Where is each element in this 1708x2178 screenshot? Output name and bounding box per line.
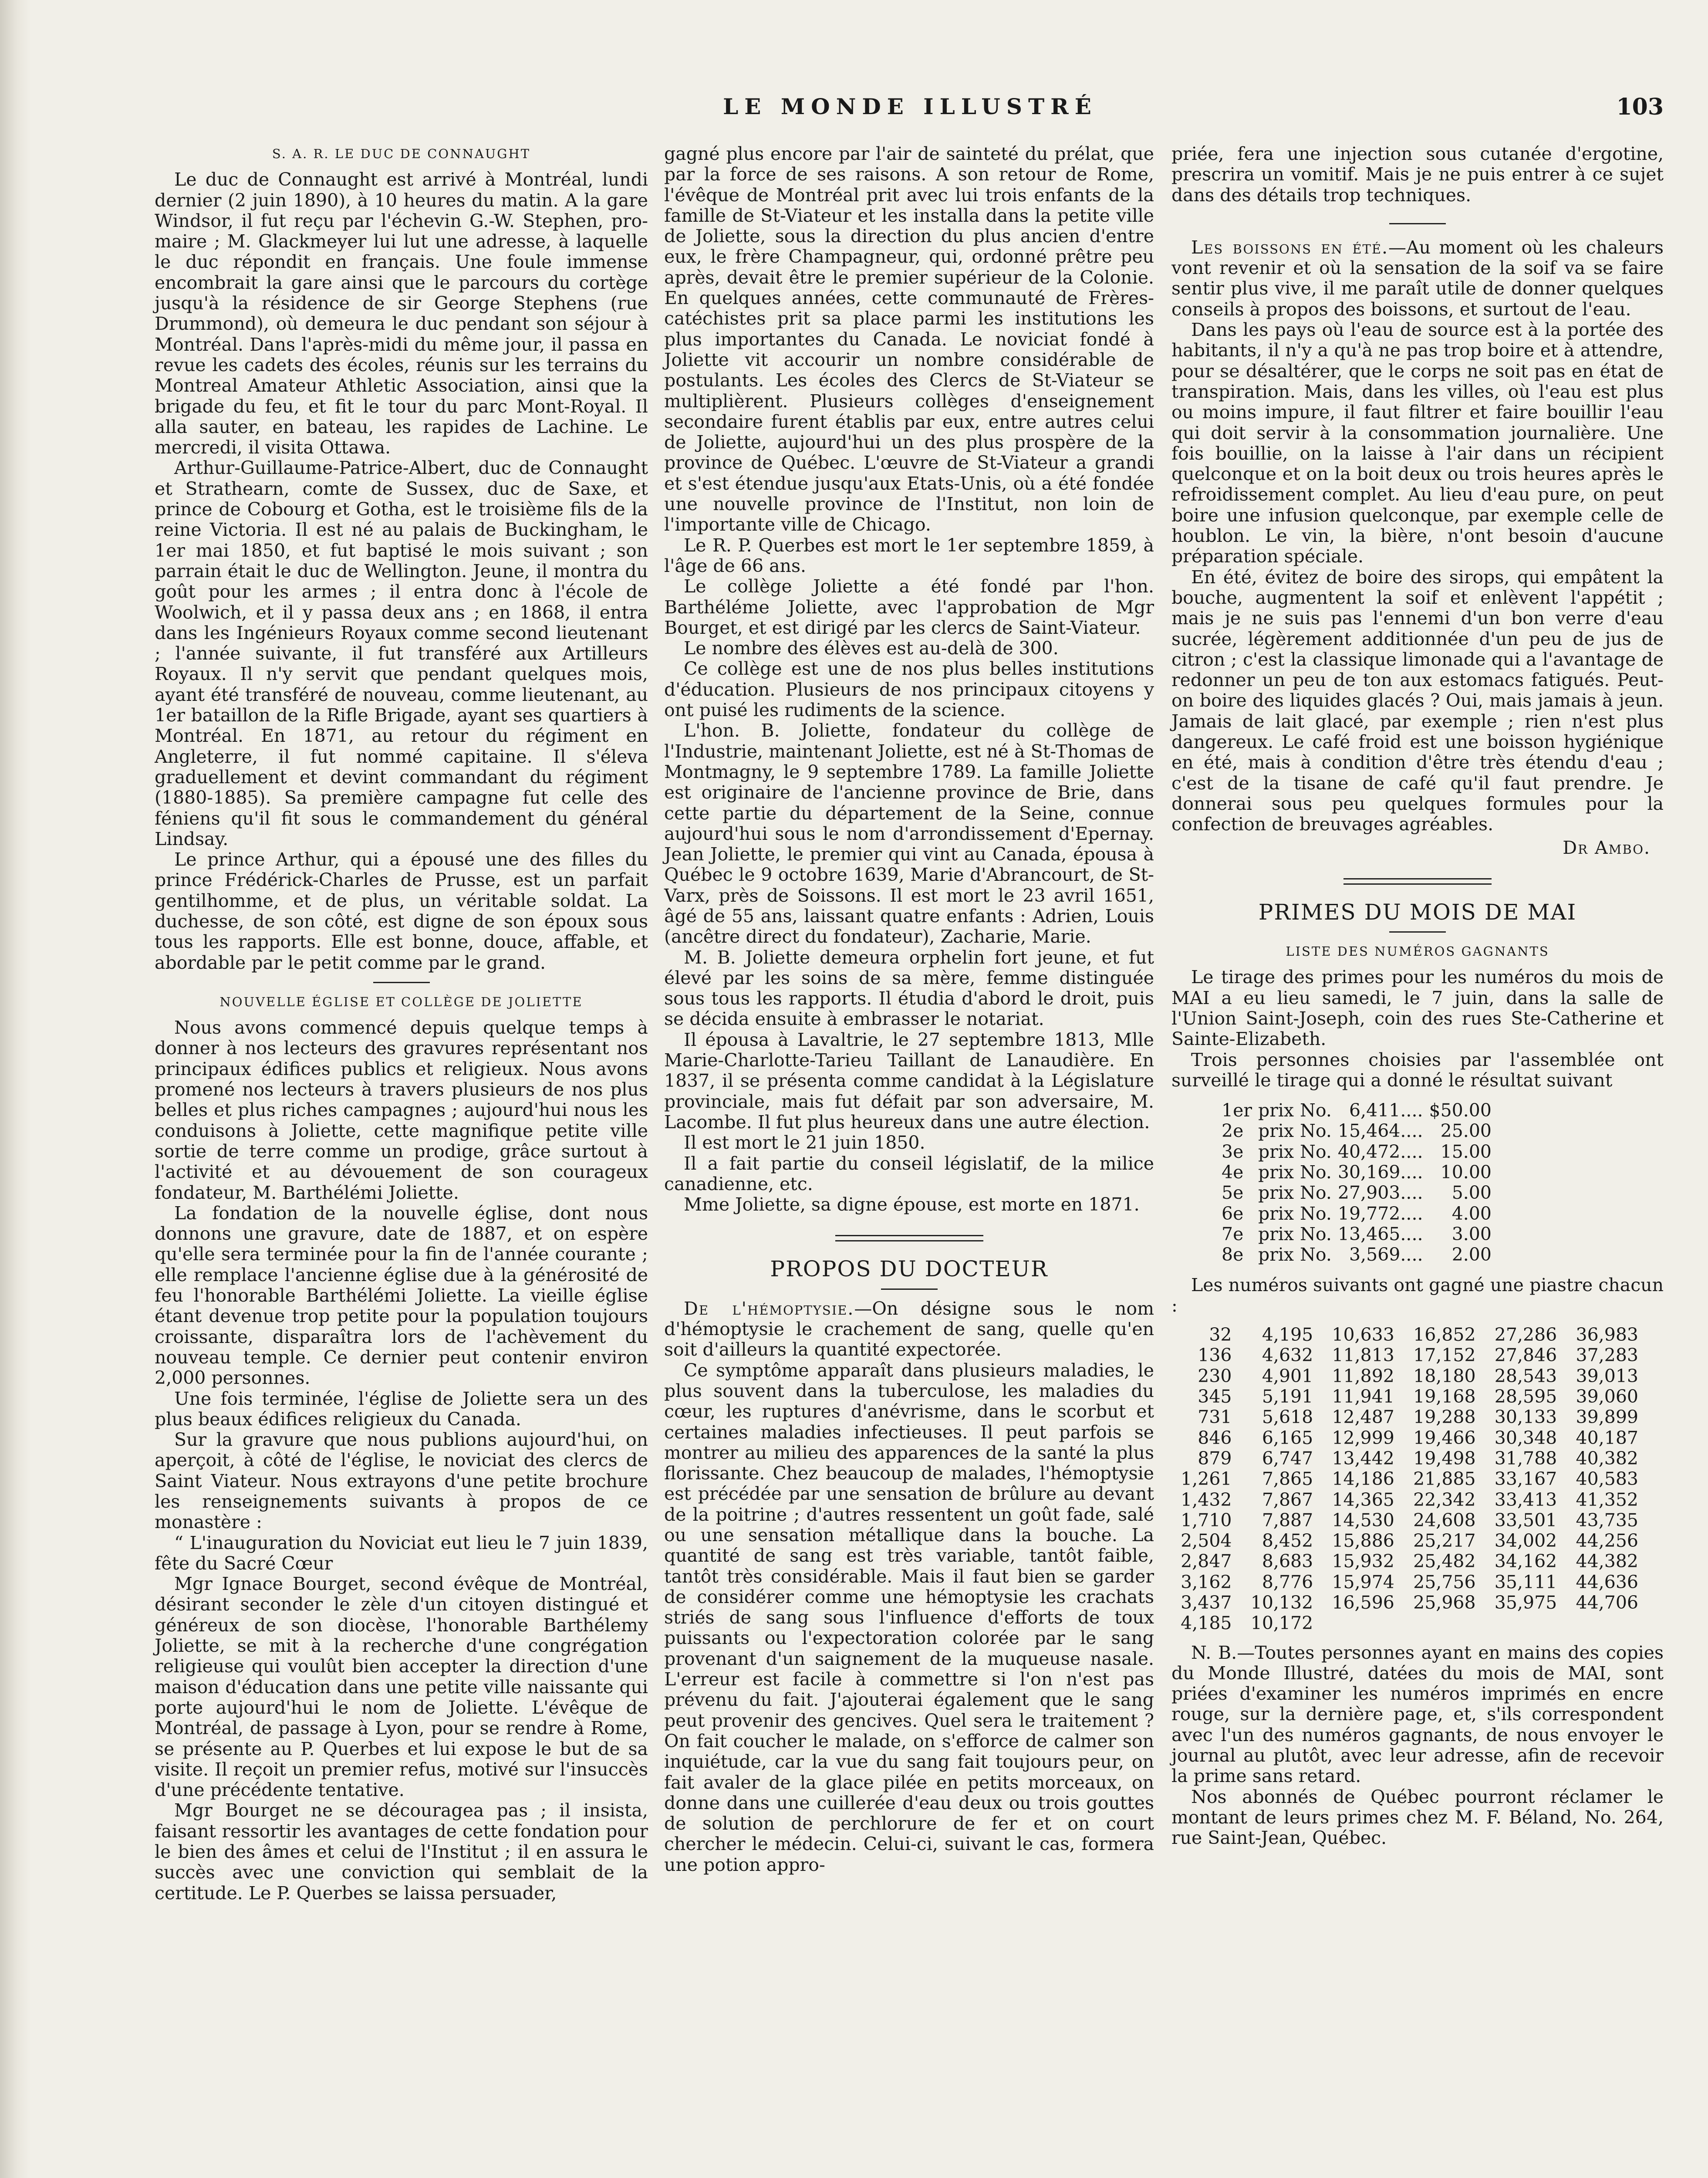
paragraph: Trois personnes choisies par l'assemblée ont surveillé le tirage qui a donné le résultat suivant: [1171, 1049, 1664, 1091]
paragraph: Il a fait partie du conseil législatif, de la milice canadienne, etc.: [664, 1153, 1154, 1194]
paragraph: [1171, 237, 1664, 320]
prize-rank: 8e: [1222, 1244, 1244, 1265]
winning-number: 16,596: [1332, 1592, 1394, 1613]
prize-no: No.: [1300, 1120, 1332, 1142]
paragraph: Ce collège est une de nos plus belles institutions d'éducation. Plusieurs de nos principaux citoyens y ont puisé les rudiments de la science.: [664, 658, 1154, 721]
subtitle-numeros: LISTE DES NUMÉROS GAGNANTS: [1286, 944, 1549, 959]
winning-number: 12,999: [1332, 1427, 1394, 1448]
winning-number: 14,186: [1332, 1468, 1394, 1490]
winning-number: 21,885: [1413, 1468, 1476, 1490]
winning-number: 13,442: [1332, 1447, 1394, 1469]
paragraph: Mme Joliette, sa digne épouse, est morte en 1871.: [684, 1194, 1140, 1215]
prize-amount: 5.00: [1451, 1182, 1492, 1204]
paragraph: Mgr Ignace Bourget, second évêque de Montréal, désirant seconder le zèle d'un citoyen distingué et généreux de son diocèse, l'honorable Barthélemy Joliette, se mit à la recherche d'une congrégation religieuse qui voulût bien accepter la direction d'une maison d'éducation dans une petite ville naissante qui porte aujourd'hui le nom de Joliette. L'évêque de Montréal, de passage à Lyon, pour se rendre à Rome, se présente au P. Querbes et lui expose le but de sa visite. Il reçoit un premier refus, motivé sur l'insuccès d'une précédente tentative.: [155, 1573, 648, 1801]
prize-no: No.: [1300, 1203, 1332, 1224]
winning-numbers-row: [1171, 1325, 1646, 1345]
paragraph: gagné plus encore par l'air de sainteté du prélat, que par la force de ses raisons. A son retour de Rome, l'évêque de Montréal prit avec lui trois enfants de la famille de St-Viateur et les installa dans la petite ville de Joliette, sous la direction du plus ancien d'entre eux, le frère Champagneur, qui, ordonné prêtre peu après, devait être le premier supérieur de la Colonie. En quelques années, cette communauté de Frères-catéchistes prit sa place parmi les institutions les plus importantes du Canada. Le noviciat fondé à Joliette vit accourir un nombre considérable de postulants. Les écoles des Clercs de St-Viateur se multiplièrent. Plusieurs collèges d'enseignement secondaire furent établis par eux, entre autres celui de Joliette, aujourd'hui un des plus prospère de la province de Québec. L'œuvre de St-Viateur a grandi et s'est étendue jusqu'aux Etats-Unis, où a été fondée une nouvelle province de l'Institut, non loin de l'importante ville de Chicago.: [664, 143, 1154, 535]
prize-row: [1222, 1204, 1498, 1224]
prize-number: 27,903....: [1337, 1182, 1423, 1204]
winning-number: 3,162: [1181, 1571, 1232, 1593]
winning-number: 39,013: [1576, 1365, 1638, 1387]
paragraph: Le collège Joliette a été fondé par l'hon. Barthéléme Joliette, avec l'approbation de Mgr Bourget, et est dirigé par les clercs de Saint-Viateur.: [664, 576, 1154, 638]
winning-number: 30,348: [1494, 1427, 1557, 1448]
prize-number: 3,569....: [1349, 1244, 1423, 1265]
article-title-connaught: S. A. R. LE DUC DE CONNAUGHT: [272, 146, 531, 161]
winning-number: 35,975: [1494, 1592, 1557, 1613]
winning-number: 22,342: [1413, 1489, 1476, 1510]
winning-numbers-row: [1171, 1469, 1646, 1489]
winning-number: 16,852: [1413, 1324, 1476, 1346]
double-divider: [1343, 878, 1492, 885]
winning-number: 41,352: [1576, 1489, 1638, 1510]
winning-number: 34,002: [1494, 1530, 1557, 1552]
winning-number: 230: [1198, 1365, 1232, 1387]
winning-number: 11,813: [1332, 1345, 1394, 1366]
winning-number: 44,382: [1576, 1551, 1638, 1572]
paragraph: Ce symptôme apparaît dans plusieurs maladies, le plus souvent dans la tuberculose, les maladies du cœur, les ruptures d'anévrisme, dans le scorbut et certaines maladies infectieuses. Il peut parfois se montrer au milieu des apparences de la santé la plus florissante. Chez beaucoup de malades, l'hémoptysie est précédée par une sensation de brûlure au devant de la poitrine ; d'autres ressentent un goût fade, salé ou une sensation métallique dans la bouche. La quantité de sang est très variable, tantôt faible, tantôt très considérable. Mais il faut bien se garder de considérer comme une hémoptysie les crachats striés de sang sous l'influence d'efforts de toux puissants ou l'expectoration colorée par le sang provenant d'un saignement de la muqueuse nasale. L'erreur est facile à commettre si l'on n'est pas prévenu du fait. J'ajouterai également que le sang peut provenir des gencives. Quel sera le traitement ? On fait coucher le malade, on s'efforce de calmer son inquiétude, car la vue du sang fait toujours peur, on fait avaler de la glace pilée en petits morceaux, on donne dans une cuillerée d'eau deux ou trois gouttes de solution de perchlorure de fer et on court chercher le médecin. Celui-ci, suivant le cas, formera une potion appro-: [664, 1360, 1154, 1875]
winning-number: 8,683: [1262, 1551, 1313, 1572]
winning-number: 30,133: [1494, 1407, 1557, 1428]
winning-number: 2,504: [1181, 1530, 1232, 1552]
winning-number: 3,437: [1181, 1592, 1232, 1613]
paragraph: Il épousa à Lavaltrie, le 27 septembre 1813, Mlle Marie-Charlotte-Tarieu Taillant de Lanaudière. En 1837, il se présenta comme candidat à la Législature provinciale, mais fut défait par son adversaire, M. Lacombe. Il fut plus heureux dans une autre élection.: [664, 1029, 1154, 1133]
winning-number: 25,968: [1413, 1592, 1476, 1613]
column-3: [1171, 144, 1664, 1849]
winning-number: 1,432: [1181, 1489, 1232, 1510]
paragraph: Nous avons commencé depuis quelque temps à donner à nos lecteurs des gravures représentant nos principaux édifices publics et religieux. Nous avons promené nos lecteurs à travers plusieurs de nos plus belles et plus riches campagnes ; aujourd'hui nous les conduisons à Joliette, cette magnifique petite ville sortie de terre comme un prodige, grâce surtout à l'activité et au dévouement de son courageux fondateur, M. Barthélémi Joliette.: [155, 1017, 648, 1203]
winning-number: 25,756: [1413, 1571, 1476, 1593]
winning-number: 44,706: [1576, 1592, 1638, 1613]
winning-number: 25,482: [1413, 1551, 1476, 1572]
prize-label: prix: [1258, 1100, 1294, 1121]
prize-amount: 3.00: [1451, 1223, 1492, 1245]
winning-number: 27,846: [1494, 1345, 1557, 1366]
paragraph: Sur la gravure que nous publions aujourd'hui, on aperçoit, à côté de l'église, le noviciat des clercs de Saint Viateur. Nous extrayons d'une petite brochure les renseignements suivants à propos de ce monastère :: [155, 1429, 648, 1533]
winning-number: 8,452: [1262, 1530, 1313, 1552]
winning-number: 27,286: [1494, 1324, 1557, 1346]
divider: [373, 982, 430, 983]
winning-number: 15,886: [1332, 1530, 1394, 1552]
prize-row: [1222, 1245, 1498, 1265]
paragraph: [1171, 1643, 1664, 1787]
paragraph: Il est mort le 21 juin 1850.: [684, 1132, 925, 1153]
paragraph: Arthur-Guillaume-Patrice-Albert, duc de Connaught et Strathearn, comte de Sussex, duc de Saxe, et prince de Cobourg et Gotha, est le troisième fils de la reine Victoria. Il est né au palais de Buckingham, le 1er mai 1850, et fut baptisé le mois suivant ; son parrain était le duc de Wellington. Jeune, il montra du goût pour les armes ; il entra donc à l'école de Woolwich, et il y passa deux ans ; en 1868, il entra dans les Ingénieurs Royaux comme second lieutenant ; l'année suivante, il fut transféré aux Artilleurs Royaux. Il n'y servit que pendant quelques mois, ayant été transféré de nouveau, comme lieutenant, au 1er bataillon de la Rifle Brigade, ayant ses quartiers à Montréal. En 1871, au retour du régiment en Angleterre, il fut nommé capitaine. Il s'éleva graduellement et devint commandant du régiment (1880-1885). Sa première campagne fut celle des féniens qu'il fit sous le commandement du général Lindsay.: [155, 457, 648, 849]
paragraph: Le duc de Connaught est arrivé à Montréal, lundi dernier (2 juin 1890), à 10 heures du matin. A la gare Windsor, il fut reçu par l'échevin G.-W. Stephen, pro-maire ; M. Glackmeyer lui lut une adresse, à laquelle le duc répondit en français. Une foule immense encombrait la gare ainsi que le parcours du cortège jusqu'à la résidence de sir George Stephens (rue Drummond), où demeura le duc pendant son séjour à Montréal. Dans l'après-midi du même jour, il passa en revue les cadets des écoles, réunis sur les terrains du Montreal Amateur Athletic Association, ainsi que la brigade du feu, et fit le tour du parc Mont-Royal. Il alla sauter, en bateau, les rapides de Lachine. Le mercredi, il visita Ottawa.: [155, 169, 648, 458]
prize-label: prix: [1258, 1203, 1294, 1224]
prize-label: prix: [1258, 1120, 1294, 1142]
winning-number: 31,788: [1494, 1447, 1557, 1469]
winning-number: 5,618: [1262, 1407, 1313, 1428]
winning-number: 5,191: [1262, 1386, 1313, 1407]
winning-numbers-row: [1171, 1407, 1646, 1427]
paragraph: Dans les pays où l'eau de source est à la portée des habitants, il n'y a qu'à ne pas trop boire et à attendre, pour se désaltérer, que le corps ne soit pas en état de transpiration. Mais, dans les villes, où l'eau est plus ou moins impure, il faut filtrer et faire bouillir l'eau qui doit servir à la consommation journalière. Une fois bouillie, on la laisse à l'air dans un récipient quelconque et on la boit deux ou trois heures après le refroidissement complet. Au lieu d'eau pure, on peut boire une infusion quelconque, par exemple celle de houblon. Le vin, la bière, n'ont besoin d'aucune préparation spéciale.: [1171, 319, 1664, 567]
prize-no: No.: [1300, 1223, 1332, 1245]
prize-no: No.: [1300, 1162, 1332, 1183]
prize-label: prix: [1258, 1244, 1294, 1265]
prize-rank: 5e: [1222, 1182, 1244, 1204]
winning-number: 10,633: [1332, 1324, 1394, 1346]
signature: Dr Ambo.: [1563, 837, 1651, 858]
prize-number: 30,169....: [1337, 1162, 1423, 1183]
paragraph: Le R. P. Querbes est mort le 1er septembre 1859, à l'âge de 66 ans.: [664, 534, 1154, 576]
winning-numbers-row: [1171, 1551, 1646, 1572]
winning-number: 4,185: [1181, 1613, 1232, 1634]
column-2: [664, 144, 1154, 1875]
winning-number: 34,162: [1494, 1551, 1557, 1572]
winning-numbers-row: [1171, 1593, 1646, 1613]
winning-number: 15,974: [1332, 1571, 1394, 1593]
winning-number: 4,195: [1262, 1324, 1313, 1346]
prize-amount: 10.00: [1440, 1162, 1492, 1183]
winning-number: 18,180: [1413, 1365, 1476, 1387]
winning-numbers-row: [1171, 1490, 1646, 1510]
winning-number: 36,983: [1576, 1324, 1638, 1346]
page-header: [157, 94, 1664, 129]
winning-number: 39,060: [1576, 1386, 1638, 1407]
page-number: 103: [1616, 94, 1664, 120]
winning-numbers-row: [1171, 1572, 1646, 1593]
paragraph: Une fois terminée, l'église de Joliette sera un des plus beaux édifices religieux du Canada.: [155, 1388, 648, 1430]
prize-rank: 6e: [1222, 1203, 1244, 1224]
winning-number: 14,530: [1332, 1509, 1394, 1531]
winning-numbers-row: [1171, 1510, 1646, 1531]
prize-table: [1222, 1100, 1498, 1265]
winning-number: 39,899: [1576, 1407, 1638, 1428]
paragraph: Nos abonnés de Québec pourront réclamer le montant de leurs primes chez M. F. Béland, No. 264, rue Saint-Jean, Québec.: [1171, 1786, 1664, 1849]
masthead: LE MONDE ILLUSTRÉ: [723, 94, 1097, 119]
prize-amount: $50.00: [1429, 1100, 1492, 1121]
winning-numbers-row: [1171, 1613, 1646, 1634]
winning-number: 40,583: [1576, 1468, 1638, 1490]
winning-number: 6,165: [1262, 1427, 1313, 1448]
paragraph-text: —On désigne sous le nom d'hémoptysie le crachement de sang, quelle qu'en soit d'ailleurs la quantité expectorée.: [664, 1298, 1154, 1360]
winning-number: [1321, 1613, 1402, 1634]
winning-number: 33,501: [1494, 1509, 1557, 1531]
prize-row: [1222, 1100, 1498, 1121]
paragraph: [664, 1299, 1154, 1360]
winning-numbers-row: [1171, 1387, 1646, 1407]
winning-numbers-row: [1171, 1531, 1646, 1551]
prize-rank: 4e: [1222, 1162, 1244, 1183]
winning-number: 28,595: [1494, 1386, 1557, 1407]
paragraph: Mgr Bourget ne se découragea pas ; il insista, faisant ressortir les avantages de cette fondation pour le bien des âmes et celui de l'Institut ; il en assura le succès avec une conviction qui semblait de la certitude. Le P. Querbes se laissa persuader,: [155, 1800, 648, 1904]
prize-rank: 1er: [1222, 1100, 1252, 1121]
winning-number: 15,932: [1332, 1551, 1394, 1572]
prize-no: No.: [1300, 1182, 1332, 1204]
winning-number: 35,111: [1494, 1571, 1557, 1593]
winning-numbers-table: [1171, 1325, 1646, 1634]
winning-number: 731: [1198, 1407, 1232, 1428]
paragraph: En été, évitez de boire des sirops, qui empâtent la bouche, augmentent la soif et enlèvent l'appétit ; mais je ne suis pas l'ennemi d'un bon verre d'eau sucrée, légèrement additionnée d'un peu de jus de citron ; c'est la classique limonade qui a l'avantage de redonner un peu de ton aux estomacs fatigués. Peut-on boire des liquides glacés ? Oui, mais jamais à jeun. Jamais de lait glacé, par exemple ; rien n'est plus dangereux. Le café froid est une boisson hygiénique en été, mais à condition d'être très étendu d'eau ; c'est de la tisane de café qu'il faut prendre. Je donnerai sous peu quelques formules pour la confection de breuvages agréables.: [1171, 566, 1664, 835]
prize-rank: 7e: [1222, 1223, 1244, 1245]
divider: [1389, 223, 1446, 224]
winning-number: 32: [1209, 1324, 1232, 1346]
paragraph: “ L'inauguration du Noviciat eut lieu le 7 juin 1839, fête du Sacré Cœur: [155, 1532, 648, 1574]
double-divider: [835, 1235, 983, 1241]
page-edge: [0, 0, 30, 2178]
winning-number: 12,487: [1332, 1407, 1394, 1428]
prize-amount: 15.00: [1440, 1141, 1492, 1162]
winning-number: 345: [1198, 1386, 1232, 1407]
prize-row: [1222, 1142, 1498, 1162]
prize-no: No.: [1300, 1244, 1332, 1265]
prize-amount: 2.00: [1451, 1244, 1492, 1265]
paragraph: L'hon. B. Joliette, fondateur du collège de l'Industrie, maintenant Joliette, est né à St-Thomas de Montmagny, le 9 septembre 1789. La famille Joliette est originaire de l'ancienne province de Brie, dans cette partie du département de la Seine, connue aujourd'hui sous le nom d'arrondissement d'Epernay. Jean Joliette, le premier qui vint au Canada, épousa à Québec le 9 octobre 1639, Marie d'Abrancourt, de St-Varx, près de Soissons. Il est mort le 23 avril 1651, âgé de 55 ans, laissant quatre enfants : Adrien, Louis (ancêtre direct du fondateur), Zacharie, Marie.: [664, 720, 1154, 947]
prize-number: 19,772....: [1337, 1203, 1423, 1224]
winning-number: 25,217: [1413, 1530, 1476, 1552]
winning-number: 28,543: [1494, 1365, 1557, 1387]
prize-rank: 2e: [1222, 1120, 1244, 1142]
winning-number: 17,152: [1413, 1345, 1476, 1366]
winning-number: 1,261: [1181, 1468, 1232, 1490]
prize-row: [1222, 1224, 1498, 1245]
prize-number: 15,464....: [1337, 1120, 1423, 1142]
winning-number: 40,382: [1576, 1447, 1638, 1469]
paragraph: Le prince Arthur, qui a épousé une des filles du prince Frédérick-Charles de Prusse, est un parfait gentilhomme, et de plus, un véritable soldat. La duchesse, de son côté, est digne de son époux sous tous les rapports. Elle est bonne, douce, affable, et abordable par le petit comme par le grand.: [155, 849, 648, 973]
winning-number: 7,865: [1262, 1468, 1313, 1490]
article-title-joliette: NOUVELLE ÉGLISE ET COLLÈGE DE JOLIETTE: [219, 994, 583, 1009]
column-1: [155, 144, 648, 1904]
prize-row: [1222, 1162, 1498, 1183]
winning-number: 1,710: [1181, 1509, 1232, 1531]
winning-numbers-row: [1171, 1366, 1646, 1387]
winning-number: 136: [1198, 1345, 1232, 1366]
winning-number: 8,776: [1262, 1571, 1313, 1593]
divider: [881, 1289, 938, 1290]
prize-label: prix: [1258, 1223, 1294, 1245]
paragraph: Le tirage des primes pour les numéros du mois de MAI a eu lieu samedi, le 7 juin, dans la salle de l'Union Saint-Joseph, coin des rues Ste-Catherine et Sainte-Elizabeth.: [1171, 967, 1664, 1050]
prize-number: 6,411....: [1349, 1100, 1423, 1121]
prize-no: No.: [1300, 1141, 1332, 1162]
prize-rank: 3e: [1222, 1141, 1244, 1162]
winning-number: 10,172: [1250, 1613, 1313, 1634]
run-in-heading: N. B.: [1191, 1642, 1237, 1663]
winning-number: 4,632: [1262, 1345, 1313, 1366]
prize-no: No.: [1300, 1100, 1332, 1121]
paragraph: Les numéros suivants ont gagné une piastre chacun :: [1171, 1274, 1664, 1316]
winning-number: 44,636: [1576, 1571, 1638, 1593]
winning-number: 19,498: [1413, 1447, 1476, 1469]
winning-number: 19,168: [1413, 1386, 1476, 1407]
prize-amount: 4.00: [1451, 1203, 1492, 1224]
winning-numbers-row: [1171, 1448, 1646, 1469]
prize-label: prix: [1258, 1141, 1294, 1162]
winning-number: 14,365: [1332, 1489, 1394, 1510]
run-in-heading: De l'hémoptysie.: [684, 1298, 854, 1319]
winning-number: 11,941: [1332, 1386, 1394, 1407]
winning-number: [1402, 1613, 1484, 1634]
winning-number: 6,747: [1262, 1447, 1313, 1469]
winning-number: 2,847: [1181, 1551, 1232, 1572]
winning-number: 7,867: [1262, 1489, 1313, 1510]
paragraph-text: —Toutes personnes ayant en mains des copies du Monde Illustré, datées du mois de MAI, sont priées d'examiner les numéros imprimés en encre rouge, sur la dernière page, et, s'ils correspondent avec l'un des numéros gagnants, de nous envoyer le journal au plutôt, avec leur adresse, afin de recevoir la prime sans retard.: [1171, 1642, 1664, 1787]
winning-number: 879: [1198, 1447, 1232, 1469]
winning-number: [1565, 1613, 1646, 1634]
prize-row: [1222, 1183, 1498, 1203]
paragraph: Le nombre des élèves est au-delà de 300.: [684, 638, 1059, 659]
winning-number: 19,466: [1413, 1427, 1476, 1448]
winning-number: 10,132: [1250, 1592, 1313, 1613]
prize-number: 13,465....: [1337, 1223, 1423, 1245]
prize-label: prix: [1258, 1162, 1294, 1183]
winning-number: 24,608: [1413, 1509, 1476, 1531]
winning-number: 7,887: [1262, 1509, 1313, 1531]
winning-number: 44,256: [1576, 1530, 1638, 1552]
divider: [1389, 931, 1446, 933]
prize-amount: 25.00: [1440, 1120, 1492, 1142]
winning-number: 4,901: [1262, 1365, 1313, 1387]
article-title-docteur: PROPOS DU DOCTEUR: [770, 1256, 1048, 1282]
run-in-heading: Les boissons en été.: [1191, 237, 1389, 258]
paragraph-text: —Au moment où les chaleurs vont revenir et où la sensation de la soif va se faire sentir plus vive, il me paraît utile de donner quelques conseils à propos des boissons, et surtout de l'eau.: [1171, 237, 1664, 320]
winning-number: 846: [1198, 1427, 1232, 1448]
winning-number: 33,167: [1494, 1468, 1557, 1490]
paragraph: La fondation de la nouvelle église, dont nous donnons une gravure, date de 1887, et on espère qu'elle sera terminée pour la fin de l'année courante ; elle remplace l'ancienne église due à la générosité de feu l'honorable Barthélémi Joliette. La vieille église étant devenue trop petite pour la population toujours croissante, disparaîtra lors de l'achèvement du nouveau temple. Ce dernier peut contenir environ 2,000 personnes.: [155, 1202, 648, 1389]
winning-number: 11,892: [1332, 1365, 1394, 1387]
article-title-primes: PRIMES DU MOIS DE MAI: [1258, 899, 1577, 925]
prize-row: [1222, 1121, 1498, 1141]
winning-number: 19,288: [1413, 1407, 1476, 1428]
winning-number: 40,187: [1576, 1427, 1638, 1448]
paragraph: M. B. Joliette demeura orphelin fort jeune, et fut élevé par les soins de sa mère, femme distinguée sous tous les rapports. Il étudia d'abord le droit, puis se décida ensuite à embrasser le notariat.: [664, 947, 1154, 1030]
winning-numbers-row: [1171, 1345, 1646, 1366]
winning-number: 37,283: [1576, 1345, 1638, 1366]
winning-number: 33,413: [1494, 1489, 1557, 1510]
prize-label: prix: [1258, 1182, 1294, 1204]
paragraph: priée, fera une injection sous cutanée d'ergotine, prescrira un vomitif. Mais je ne puis entrer à ce sujet dans des détails trop techniques.: [1171, 143, 1664, 206]
winning-number: 43,735: [1576, 1509, 1638, 1531]
winning-numbers-row: [1171, 1428, 1646, 1448]
winning-number: [1484, 1613, 1565, 1634]
prize-number: 40,472....: [1337, 1141, 1423, 1162]
